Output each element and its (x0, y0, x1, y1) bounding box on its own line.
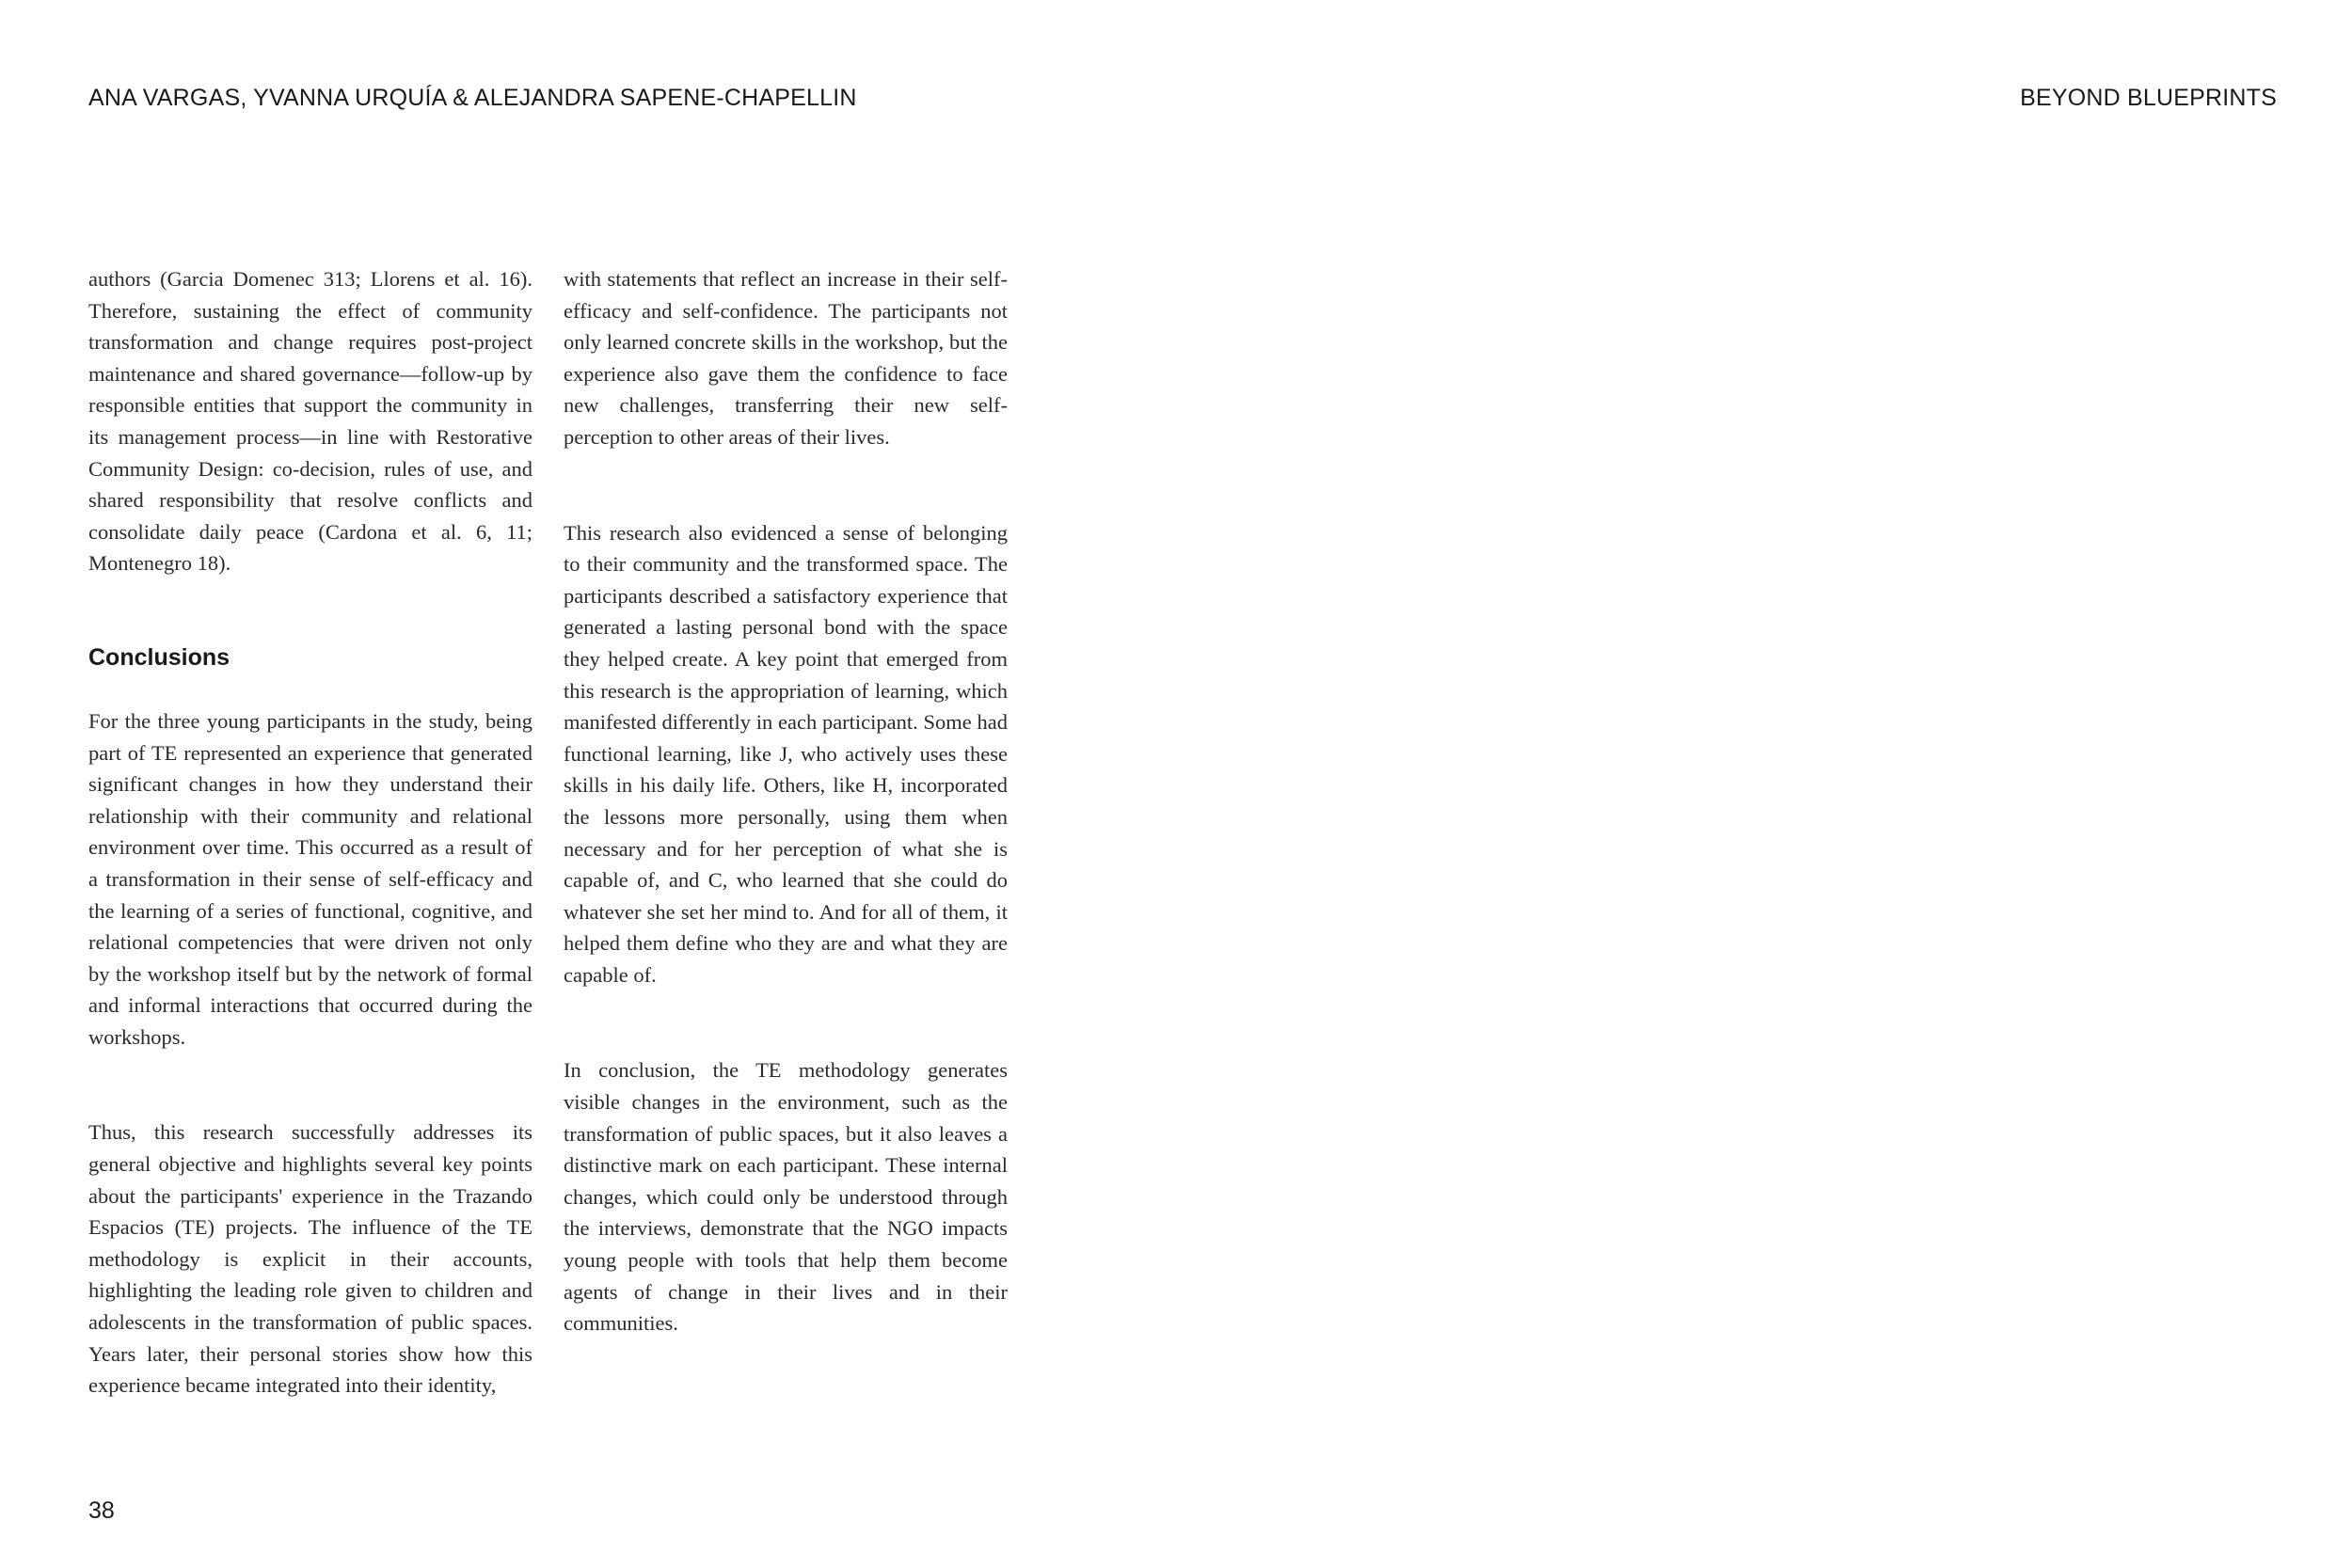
running-header-authors: ANA VARGAS, YVANNA URQUÍA & ALEJANDRA SAPENE-CHAPELLIN (88, 85, 857, 111)
page-number: 38 (88, 1497, 115, 1524)
body-paragraph: For the three young participants in the study, being part of TE represented an experience that generated significant changes in how they understand their relationship with their community and relational environment over time. This occurred as a result of a transformation in their sense of self-efficacy and the learning of a series of functional, cognitive, and relational competencies that were driven not only by the workshop itself but by the network of formal and informal interactions that occurred during the workshops. (88, 708, 532, 1049)
section-heading-conclusions: Conclusions (88, 643, 230, 671)
body-paragraph: Thus, this research successfully addresses its general objective and highlights several key points about the participants' experience in the Trazando Espacios (TE) projects. The influence of the TE methodology is explicit in their accounts, highlighting the leading role given to children and adolescents in the transformation of public spaces. Years later, their personal stories show how this experience became integrated into their identity, (88, 1120, 532, 1398)
text-column-right (564, 263, 1008, 1339)
body-paragraph: In conclusion, the TE methodology generates visible changes in the environment, such as the transformation of public spaces, but it also leaves a distinctive mark on each participant. These internal changes, which could only be understood through the interviews, demonstrate that the NGO impacts young people with tools that help them become agents of change in their lives and in their communities. (564, 1058, 1008, 1336)
body-paragraph: This research also evidenced a sense of belonging to their community and the transformed space. The participants described a satisfactory experience that generated a lasting personal bond with the space they helped create. A key point that emerged from this research is the appropriation of learning, which manifested differently in each participant. Some had functional learning, like J, who actively uses these skills in his daily life. Others, like H, incorporated the lessons more personally, using them when necessary and for her perception of what she is capable of, and C, who learned that she could do whatever she set her mind to. And for all of them, it helped them define who they are and what they are capable of. (564, 520, 1008, 987)
text-column-left (88, 263, 532, 1402)
body-paragraph: with statements that reflect an increase in their self-efficacy and self-confidence. The participants not only learned concrete skills in the workshop, but the experience also gave them the confidence to face new challenges, transferring their new self-perception to other areas of their lives. (564, 267, 1008, 449)
running-header-title: BEYOND BLUEPRINTS (2020, 85, 2277, 111)
body-paragraph: authors (Garcia Domenec 313; Llorens et al. 16). Therefore, sustaining the effect of community transformation and change requires post-project maintenance and shared governance—follow-up by responsible entities that support the community in its management process—in line with Restorative Community Design: co-decision, rules of use, and shared responsibility that resolve conflicts and consolidate daily peace (Cardona et al. 6, 11; Montenegro 18). (88, 267, 532, 576)
